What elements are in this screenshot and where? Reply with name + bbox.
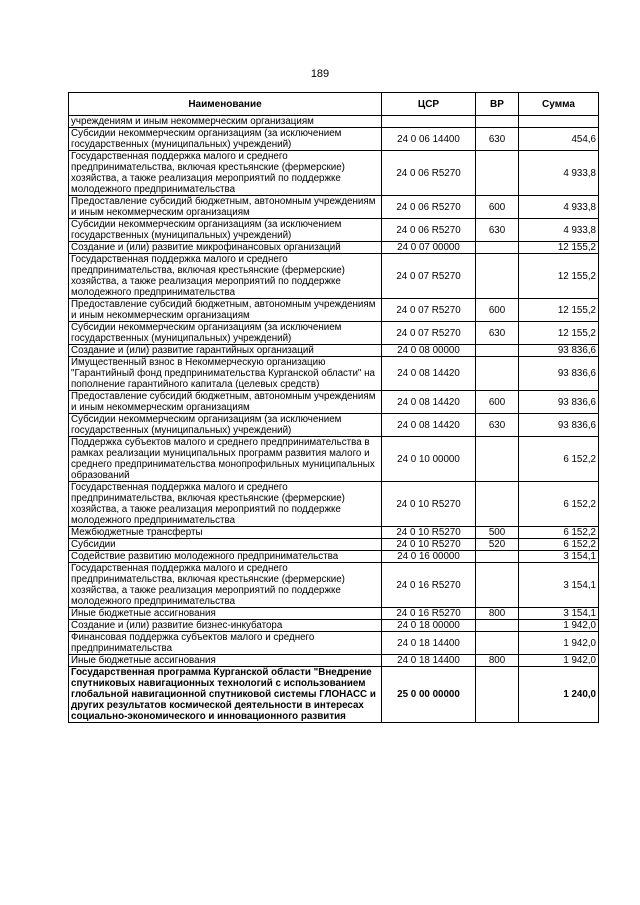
cell-sum: 12 155,2 [519,299,599,322]
cell-csr: 24 0 10 R5270 [382,482,476,527]
cell-name: Предоставление субсидий бюджетным, автономным учреждениям и иным некоммерческим организациям [69,299,382,322]
cell-name: Межбюджетные трансферты [69,527,382,539]
cell-name: Поддержка субъектов малого и среднего предпринимательства в рамках реализации муниципальных программ развития малого и среднего предпринимательства монопрофильных муниципальных образований [69,437,382,482]
table-row [69,608,599,620]
page-number: 189 [310,68,330,80]
cell-sum: 4 933,8 [519,196,599,219]
table-row [69,563,599,608]
table-row [69,299,599,322]
cell-csr: 24 0 07 R5270 [382,322,476,345]
table-row [69,242,599,254]
cell-csr: 24 0 07 R5270 [382,299,476,322]
table-row [69,414,599,437]
table-row [69,391,599,414]
table-row [69,667,599,723]
cell-name: Создание и (или) развитие микрофинансовых организаций [69,242,382,254]
cell-sum: 4 933,8 [519,219,599,242]
cell-csr [382,116,476,128]
table-row [69,196,599,219]
cell-vr [476,151,519,196]
table-row [69,116,599,128]
cell-sum: 93 836,6 [519,357,599,391]
table-row [69,128,599,151]
header-sum: Сумма [519,93,599,116]
cell-vr: 630 [476,322,519,345]
table-row [69,219,599,242]
cell-csr: 24 0 06 14400 [382,128,476,151]
cell-vr [476,632,519,655]
cell-sum: 93 836,6 [519,414,599,437]
table-row [69,551,599,563]
cell-vr: 630 [476,219,519,242]
cell-csr: 24 0 16 00000 [382,551,476,563]
cell-sum: 3 154,1 [519,563,599,608]
cell-vr: 600 [476,196,519,219]
cell-vr [476,551,519,563]
cell-sum: 1 942,0 [519,620,599,632]
cell-csr: 24 0 10 R5270 [382,539,476,551]
cell-name: Субсидии некоммерческим организациям (за исключением государственных (муниципальных) учреждений) [69,219,382,242]
cell-vr [476,620,519,632]
table-row [69,437,599,482]
cell-csr: 24 0 06 R5270 [382,151,476,196]
cell-sum: 93 836,6 [519,345,599,357]
cell-name: Субсидии некоммерческим организациям (за исключением государственных (муниципальных) учреждений) [69,414,382,437]
cell-sum: 3 154,1 [519,608,599,620]
table-header-row [69,93,599,116]
cell-sum: 3 154,1 [519,551,599,563]
table-row [69,620,599,632]
cell-vr: 600 [476,299,519,322]
cell-csr: 24 0 10 00000 [382,437,476,482]
cell-name: Создание и (или) развитие гарантийных организаций [69,345,382,357]
cell-vr [476,242,519,254]
cell-csr: 24 0 07 00000 [382,242,476,254]
cell-vr [476,116,519,128]
cell-sum: 12 155,2 [519,242,599,254]
table-row [69,527,599,539]
cell-name: Иные бюджетные ассигнования [69,655,382,667]
cell-csr: 24 0 08 14420 [382,391,476,414]
cell-name: Государственная поддержка малого и среднего предпринимательства, включая крестьянские (фермерские) хозяйства, а также реализация мероприятий по поддержке молодежного предпринимательства [69,254,382,299]
cell-csr: 24 0 07 R5270 [382,254,476,299]
cell-sum: 6 152,2 [519,437,599,482]
cell-csr: 24 0 08 14420 [382,414,476,437]
cell-name: Финансовая поддержка субъектов малого и среднего предпринимательства [69,632,382,655]
cell-vr [476,254,519,299]
cell-csr: 24 0 18 00000 [382,620,476,632]
cell-sum: 6 152,2 [519,482,599,527]
cell-csr: 24 0 08 14420 [382,357,476,391]
cell-vr [476,482,519,527]
cell-name: учреждениям и иным некоммерческим организациям [69,116,382,128]
cell-vr [476,437,519,482]
cell-csr: 24 0 18 14400 [382,632,476,655]
cell-name: Субсидии [69,539,382,551]
cell-name: Субсидии некоммерческим организациям (за исключением государственных (муниципальных) учреждений) [69,128,382,151]
cell-vr [476,563,519,608]
cell-vr: 500 [476,527,519,539]
cell-sum: 6 152,2 [519,527,599,539]
cell-name: Содействие развитию молодежного предпринимательства [69,551,382,563]
cell-name: Государственная программа Курганской области "Внедрение спутниковых навигационных технологий с использованием глобальной навигационной спутниковой системы ГЛОНАСС и других результатов космической деятельности в интересах социально-экономического и инновационного развития [69,667,382,723]
cell-vr: 630 [476,414,519,437]
table-row [69,254,599,299]
cell-sum [519,116,599,128]
cell-sum: 4 933,8 [519,151,599,196]
cell-vr: 630 [476,128,519,151]
table-row [69,151,599,196]
cell-name: Иные бюджетные ассигнования [69,608,382,620]
cell-name: Государственная поддержка малого и среднего предпринимательства, включая крестьянские (фермерские) хозяйства, а также реализация мероприятий по поддержке молодежного предпринимательства [69,482,382,527]
budget-table [68,92,599,723]
cell-vr: 800 [476,608,519,620]
cell-csr: 24 0 16 R5270 [382,608,476,620]
cell-name: Субсидии некоммерческим организациям (за исключением государственных (муниципальных) учреждений) [69,322,382,345]
cell-vr: 520 [476,539,519,551]
cell-vr: 600 [476,391,519,414]
cell-name: Государственная поддержка малого и среднего предпринимательства, включая крестьянские (фермерские) хозяйства, а также реализация мероприятий по поддержке молодежного предпринимательства [69,151,382,196]
cell-sum: 454,6 [519,128,599,151]
cell-sum: 93 836,6 [519,391,599,414]
table-body [69,116,599,723]
cell-csr: 24 0 06 R5270 [382,196,476,219]
cell-csr: 24 0 10 R5270 [382,527,476,539]
table-row [69,539,599,551]
table-row [69,632,599,655]
cell-sum: 1 942,0 [519,632,599,655]
cell-csr: 24 0 18 14400 [382,655,476,667]
cell-sum: 12 155,2 [519,322,599,345]
cell-csr: 24 0 16 R5270 [382,563,476,608]
cell-sum: 12 155,2 [519,254,599,299]
cell-name: Создание и (или) развитие бизнес-инкубатора [69,620,382,632]
header-vr: ВР [476,93,519,116]
cell-sum: 1 240,0 [519,667,599,723]
cell-vr [476,667,519,723]
cell-vr [476,357,519,391]
table-row [69,357,599,391]
cell-name: Предоставление субсидий бюджетным, автономным учреждениям и иным некоммерческим организациям [69,196,382,219]
table-row [69,345,599,357]
cell-name: Предоставление субсидий бюджетным, автономным учреждениям и иным некоммерческим организациям [69,391,382,414]
cell-vr [476,345,519,357]
cell-csr: 24 0 08 00000 [382,345,476,357]
table-row [69,322,599,345]
table-row [69,655,599,667]
cell-name: Государственная поддержка малого и среднего предпринимательства, включая крестьянские (фермерские) хозяйства, а также реализация мероприятий по поддержке молодежного предпринимательства [69,563,382,608]
cell-name: Имущественный взнос в Некоммерческую организацию "Гарантийный фонд предпринимательства Курганской области" на пополнение гарантийного капитала (целевых средств) [69,357,382,391]
header-name: Наименование [69,93,382,116]
cell-sum: 1 942,0 [519,655,599,667]
table-row [69,482,599,527]
cell-csr: 24 0 06 R5270 [382,219,476,242]
cell-sum: 6 152,2 [519,539,599,551]
cell-csr: 25 0 00 00000 [382,667,476,723]
cell-vr: 800 [476,655,519,667]
header-csr: ЦСР [382,93,476,116]
